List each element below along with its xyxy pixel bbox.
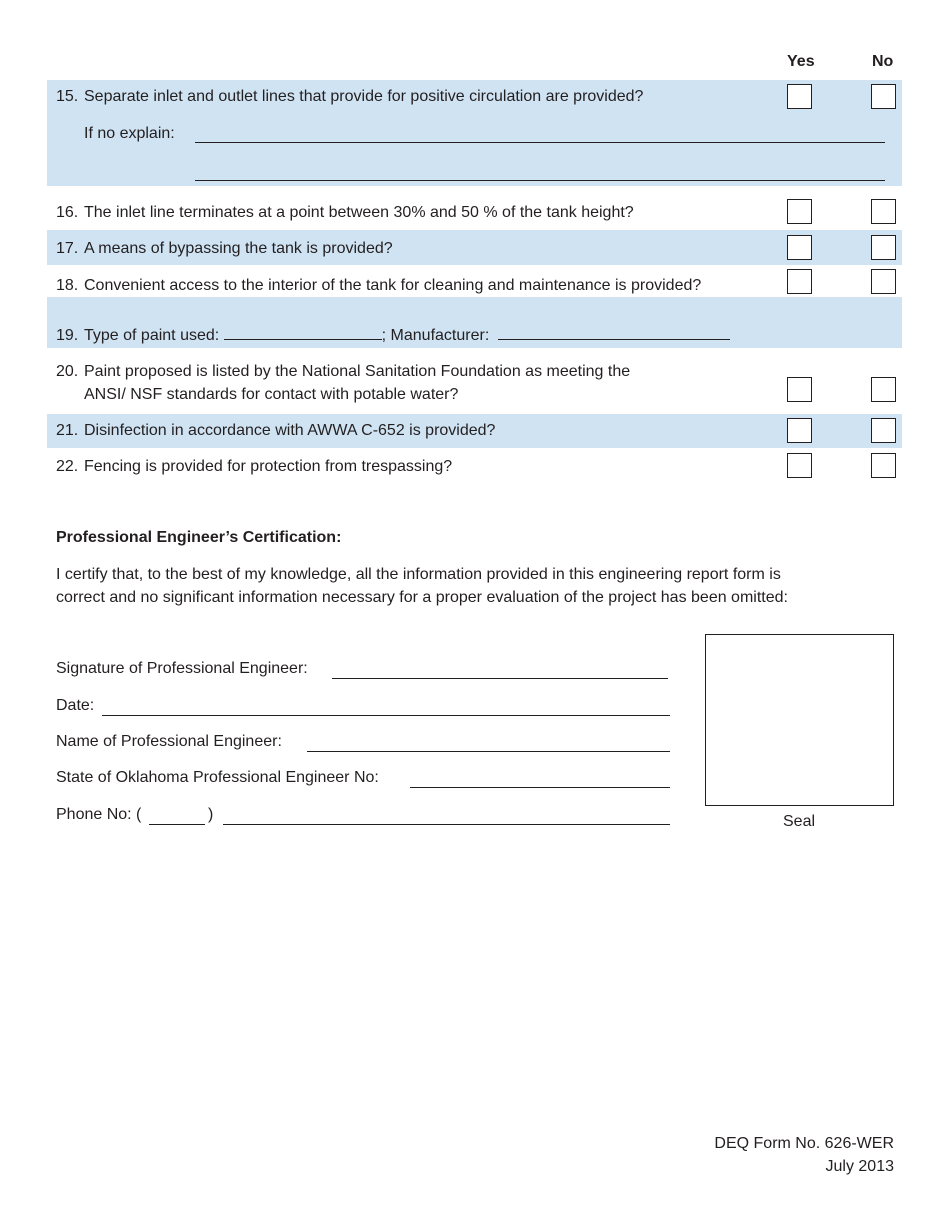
q17-no-checkbox[interactable] <box>871 235 896 260</box>
date-field[interactable] <box>102 715 670 716</box>
pe-number-label: State of Oklahoma Professional Engineer No: <box>56 769 379 786</box>
q21-no-checkbox[interactable] <box>871 418 896 443</box>
q20-yes-checkbox[interactable] <box>787 377 812 402</box>
seal-label: Seal <box>783 813 816 830</box>
engineer-name-field[interactable] <box>307 751 670 752</box>
signature-label: Signature of Professional Engineer: <box>56 660 308 677</box>
question-17: 17. A means of bypassing the tank is provided? <box>56 240 393 257</box>
certification-text-line-2: correct and no significant information necessary for a proper evaluation of the project has been omitted: <box>56 589 788 606</box>
yes-column-header: Yes <box>787 53 815 70</box>
q15-no-checkbox[interactable] <box>871 84 896 109</box>
question-22: 22. Fencing is provided for protection from trespassing? <box>56 458 453 475</box>
seal-box <box>705 634 894 806</box>
phone-close-paren: ) <box>208 806 214 823</box>
paint-type-field[interactable] <box>224 325 382 340</box>
question-21: 21. Disinfection in accordance with AWWA C-652 is provided? <box>56 422 496 439</box>
question-18: 18. Convenient access to the interior of the tank for cleaning and maintenance is provided? <box>56 277 702 294</box>
q22-no-checkbox[interactable] <box>871 453 896 478</box>
explain-line-2[interactable] <box>195 180 885 181</box>
phone-area-code-field[interactable] <box>149 824 205 825</box>
q22-yes-checkbox[interactable] <box>787 453 812 478</box>
question-19: 19. Type of paint used: ; Manufacturer: <box>56 324 730 347</box>
question-20: 20. Paint proposed is listed by the National Sanitation Foundation as meeting the ANSI/ NSF standards for contact with potable water? <box>56 363 631 403</box>
q18-no-checkbox[interactable] <box>871 269 896 294</box>
question-16: 16. The inlet line terminates at a point between 30% and 50 % of the tank height? <box>56 204 634 221</box>
question-15: 15. Separate inlet and outlet lines that provide for positive circulation are provided? <box>56 88 644 105</box>
no-column-header: No <box>872 53 894 70</box>
pe-number-field[interactable] <box>410 787 670 788</box>
q16-yes-checkbox[interactable] <box>787 199 812 224</box>
phone-label: Phone No: ( <box>56 806 142 823</box>
signature-field[interactable] <box>332 678 668 679</box>
form-date: July 2013 <box>825 1158 894 1175</box>
q21-yes-checkbox[interactable] <box>787 418 812 443</box>
q15-yes-checkbox[interactable] <box>787 84 812 109</box>
manufacturer-field[interactable] <box>498 325 730 340</box>
explain-label: If no explain: <box>84 125 175 142</box>
phone-number-field[interactable] <box>223 824 670 825</box>
certification-heading: Professional Engineer’s Certification: <box>56 529 342 546</box>
date-label: Date: <box>56 697 95 714</box>
form-number: DEQ Form No. 626-WER <box>714 1135 894 1152</box>
certification-text-line-1: I certify that, to the best of my knowledge, all the information provided in this engineering report form is <box>56 566 781 583</box>
engineer-name-label: Name of Professional Engineer: <box>56 733 282 750</box>
explain-line-1[interactable] <box>195 142 885 143</box>
q17-yes-checkbox[interactable] <box>787 235 812 260</box>
q20-no-checkbox[interactable] <box>871 377 896 402</box>
q16-no-checkbox[interactable] <box>871 199 896 224</box>
q18-yes-checkbox[interactable] <box>787 269 812 294</box>
